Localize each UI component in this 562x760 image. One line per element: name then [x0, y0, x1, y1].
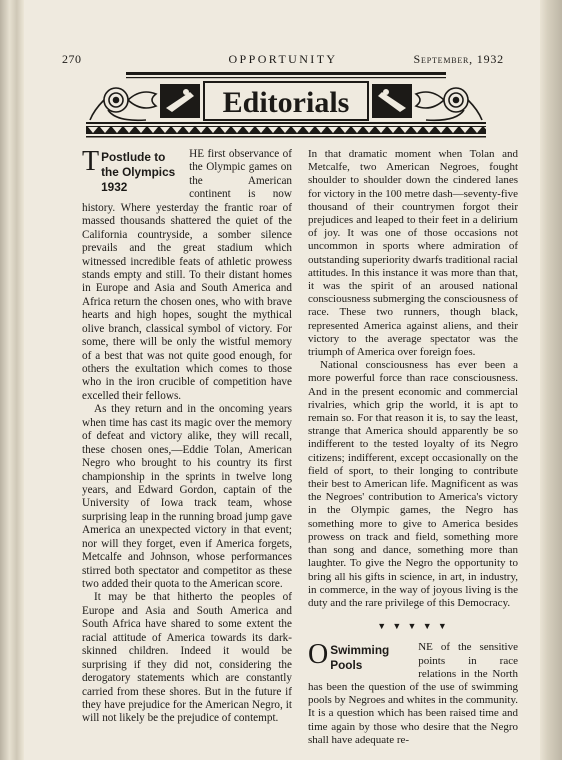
running-header: [62, 52, 504, 68]
right-scroll-ornament: [416, 88, 482, 120]
column-right: [308, 148, 518, 747]
drop-cap-o: O: [308, 639, 329, 671]
editorials-banner-art: [86, 70, 486, 142]
article-olympics-paragraph-5: National consciousness has ever been a more powerful force than race consciousness. And in the present economic and commercial rivalries, which grip the world, it is apt to remain so. For that reason it is, to say the least, strange that America should apparently be so indifferent to the tested loyalty of its Negro citizens; indifferent, except occasionally on the field of sport, to their longing to contribute their best to American life. Magnificent as was the Negroes' contribution to America's victory in the Olympic games, the Negro has something more to give to America besides prowess on track and field, something more than song and dance, something more than laughter. To give the Negro the opportunity to bring all his gifts in science, in art, in industry, in commerce, in the way of joyous living is the duty and the rare privilege of this Democracy.: [308, 359, 518, 609]
sidehead-swimming-pools: Swimming Pools: [330, 643, 390, 673]
editorials-banner: [86, 70, 486, 142]
magazine-page: [24, 0, 540, 760]
book-binding-right: [539, 0, 562, 760]
magazine-title: OPPORTUNITY: [228, 52, 338, 66]
drop-cap-t: T: [82, 146, 100, 177]
article-olympics-paragraph-4: In that dramatic moment when Tolan and Metcalfe, two American Negroes, fought shoulder to shoulder down the cindered lanes for victory in the 100 metre dash—seventy-five thousand of their countrymen forgot their prejudices and leaped to their feet in a delirium of joy. It was one of those occasions not uncommon in sports where admiration of outstanding superiority dwarfs traditional racial attitudes. In this instance it was more than that, it was the spirit of an aroused national consciousness submerging the consciousness of race. These two runners, though black, represented America against aliens, and their victory to the average spectator was the triumph of America over foreign foes.: [308, 148, 518, 359]
column-left: [82, 148, 292, 726]
banner-title: Editorials: [222, 86, 350, 119]
sidehead-olympics: Postlude to the Olympics 1932: [101, 150, 176, 194]
article-olympics-paragraph-2: As they return and in the oncoming years when time has cast its magic over the memory of defeat and victory alike, they will recall, these chosen ones,—Eddie Tolan, American Negro who brought to his country its first championship in the sprints in twelve long years, and Edward Gordon, captain of the University of Iowa track team, whose surprising leap in the running broad jump gave America an unexpected victory in that event; nor will they forget, even if America forgets, Metcalfe and Johnson, whose performances stirred both spectator and competitor as these two added their quota to the American score.: [82, 403, 292, 590]
page-number: 270: [62, 52, 82, 66]
left-scroll-ornament: [90, 88, 156, 120]
article-swimming-paragraph-1: O Swimming Pools NE of the sensitive points in race relations in the North has been the question of the use of swimming pools by Negroes and whites in the community. It is a question which has been raised time and time again by those who desire that the Negro shall have adequate re-: [308, 639, 518, 746]
article-olympics-paragraph-3: It may be that hitherto the peoples of Europe and Asia and South America and South Africa have shared to some extent the racial attitude of America towards its dark-skinned children. Indeed it would be surprising if they did not, considering the derogatory statements which are constantly carried from these shores. But in the future if they have prejudice for the American Negro, it will not likely be the prejudice of contempt.: [82, 591, 292, 725]
book-binding-left: [0, 0, 25, 760]
section-divider-ornament: ▼ ▼ ▼ ▼ ▼: [377, 621, 449, 632]
issue-date: September, 1932: [413, 52, 504, 66]
article-olympics-paragraph-1: T Postlude to the Olympics 1932 HE first observance of the Olympic games on the American continent is now history. Where yesterday the frantic roar of massed thousands shattered the quiet of the California countryside, a somber silence prevails and the great stadium which witnessed incredible feats of athletic prowess stands empty and still. To their distant homes in Europe and Asia and South America and Africa return the chosen ones, who with brave hearts and high hopes, sought the mythical olive branch, classical symbol of victory. For some, there will be only the wistful memory of a best that was not quite good enough, for others the exultation which comes to those who in the iron crucible of competition have excelled their fellows.: [82, 146, 292, 402]
